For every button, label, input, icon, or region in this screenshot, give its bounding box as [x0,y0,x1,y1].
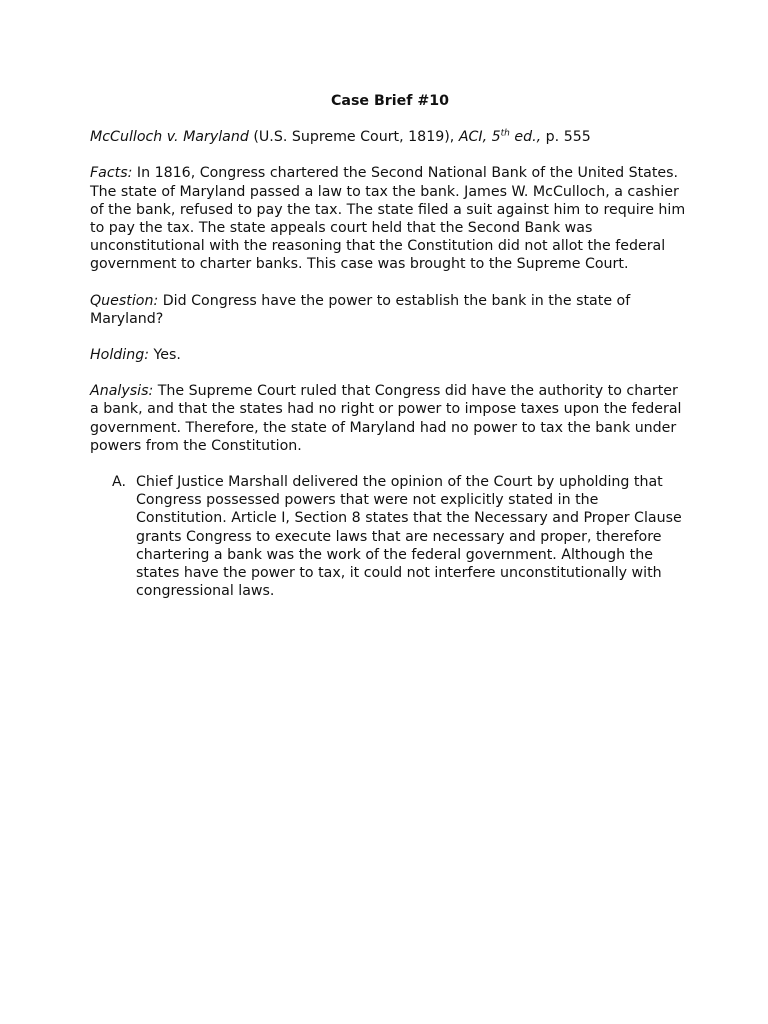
question-text: Did Congress have the power to establish the bank in the state of Maryland? [90,292,631,327]
source-edition: ed., [509,129,542,146]
analysis-section [90,382,690,455]
analysis-text: The Supreme Court ruled that Congress did have the authority to charter a bank, and that the states had no right or power to impose taxes upon the federal government. Therefore, the state of Maryland had no power to tax the bank under powers from the Constitution. [90,383,682,454]
analysis-label: Analysis: [90,383,154,400]
source-title [459,129,541,145]
list-item-text: Chief Justice Marshall delivered the opinion of the Court by upholding that Congress possessed powers that were not explicitly stated in the Constitution. Article I, Section 8 states that the Necessary and Proper Clause grants Congress to execute laws that are necessary and proper, therefore chartering a bank was the work of the federal government. Although the states have the power to tax, it could not interfere unconstitutionally with congressional laws. [136,474,682,600]
facts-text: In 1816, Congress chartered the Second National Bank of the United States. The state of Maryland passed a law to tax the bank. James W. McCulloch, a cashier of the bank, refused to pay the tax. The state filed a suit against him to require him to pay the tax. The state appeals court held that the Second Bank was unconstitutional with the reasoning that the Constitution did not allot the federal government to charter banks. This case was brought to the Supreme Court. [90,165,686,273]
document-title: Case Brief #10 [330,93,450,109]
holding-label: Holding: [90,347,150,364]
facts-section [90,164,690,273]
holding-section [90,346,690,364]
source-name: ACI, 5 [458,129,501,146]
list-item [112,473,690,600]
question-label: Question: [90,292,159,309]
list-marker: A. [112,474,126,491]
question-section [90,292,690,328]
source-superscript: th [500,128,510,139]
court-year: (U.S. Supreme Court, 1819), [248,129,459,146]
case-citation [90,128,690,146]
source-page: p. 555 [541,129,591,146]
case-name: McCulloch v. Maryland [90,129,249,146]
holding-text: Yes. [149,347,181,364]
document-page [90,92,690,600]
facts-label: Facts: [90,165,133,182]
